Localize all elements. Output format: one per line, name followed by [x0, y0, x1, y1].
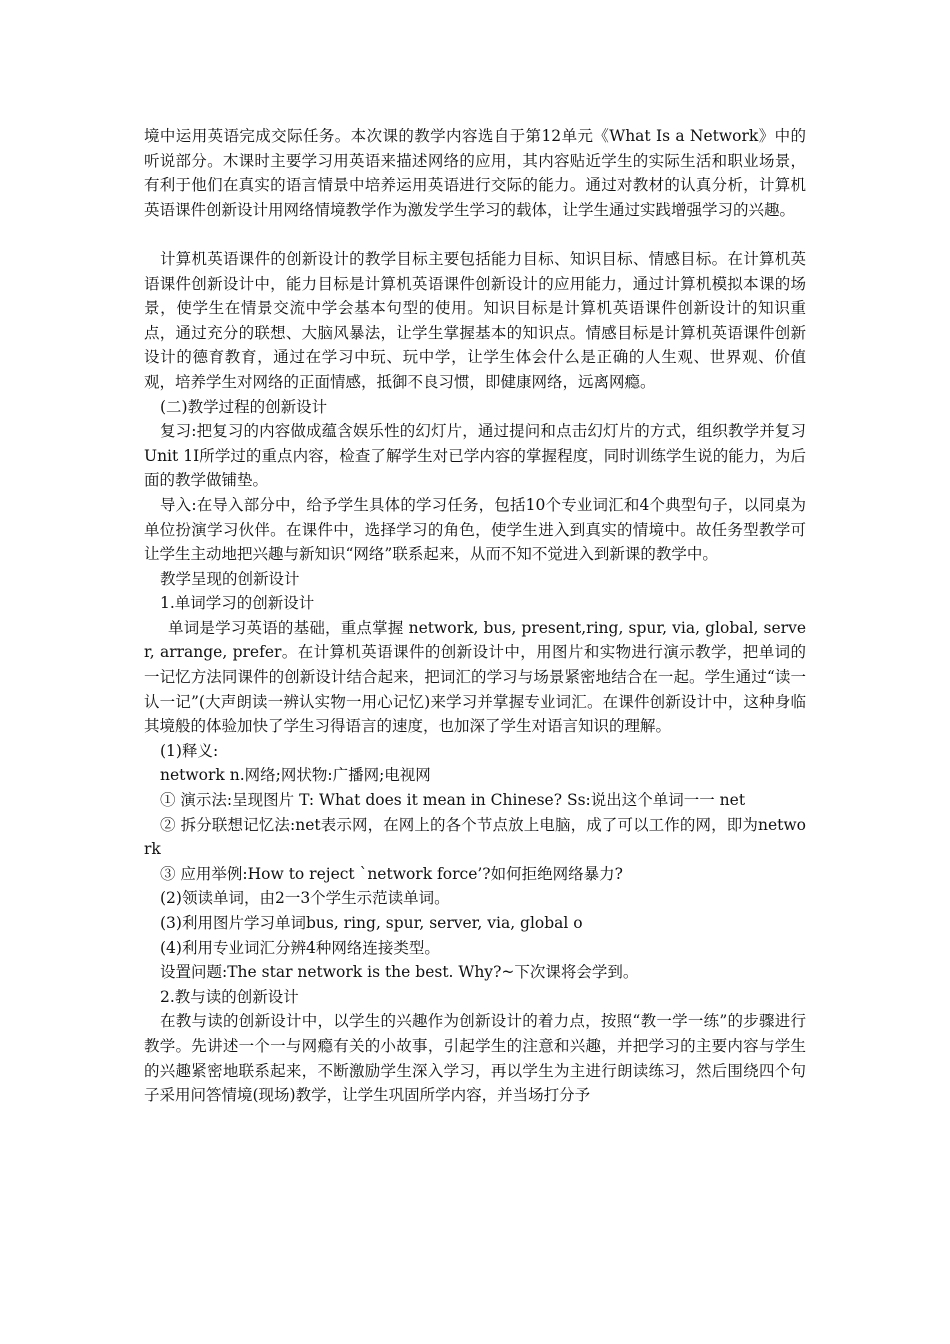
subheading-teach-read: 2.教与读的创新设计	[160, 987, 299, 1006]
paragraph-spacer	[144, 222, 806, 247]
list-item-picture-words: (3)利用图片学习单词bus, ring, spur, server, via, global o	[160, 914, 583, 932]
teaching-goals-paragraph: 计算机英语课件的创新设计的教学目标主要包括能力目标、知识目标、情感目标。在计算机英语课件创新设计中，能力目标是计算机英语课件创新设计的应用能力，通过计算机模拟本课的场景，使学生在情景交流中学会基本句型的使用。知识目标是计算机英语课件创新设计的知识重点，通过充分的联想、大脑风暴法，让学生掌握基本的知识点。情感目标是计算机英语课件创新设计的德育教育，通过在学习中玩、玩中学，让学生体会什么是正确的人生观、世界观、价值观，培养学生对网络的正面情感，抵御不良习惯，即健康网络，远离网瘾。	[144, 249, 806, 391]
list-item-definition: (1)释义:	[160, 741, 219, 760]
subheading-vocabulary: 1.单词学习的创新设计	[160, 594, 315, 613]
teach-read-paragraph: 在教与读的创新设计中，以学生的兴趣作为创新设计的着力点，按照“教一学一练”的步骤进行教学。先讲述一个一与网瘾有关的小故事，引起学生的注意和兴趣，并把学习的主要内容与学生的兴趣紧密地联系起来，不断激励学生深入学习，再以学生为主进行朗读练习，然后围绕四个句子采用问答情境(现场)教学，让学生巩固所学内容，并当场打分予	[144, 1012, 806, 1105]
vocabulary-paragraph: 单词是学习英语的基础，重点掌握 network, bus, present,ring, spur, via, global, server, arrange, prefer。在计算机英语课件的创新设计中，用图片和实物进行演示教学，把单词的一记忆方法同课件的创新设计结合起来，把词汇的学习与场景紧密地结合在一起。学生通过“读一认一记”(大声朗读一辨认实物一用心记忆)来学习并掌握专业词汇。在课件创新设计中，这种身临其境般的体验加快了学生习得语言的速度，也加深了学生对语言知识的理解。	[144, 618, 806, 736]
list-item-network-types: (4)利用专业词汇分辨4种网络连接类型。	[160, 938, 440, 957]
subheading-presentation: 教学呈现的创新设计	[160, 569, 300, 588]
section-heading-process: (二)教学过程的创新设计	[160, 397, 328, 416]
list-item-question: 设置问题:The star network is the best. Why?~下次课将会学到。	[160, 963, 639, 982]
list-item-network-def: network n.网络;网状物:广播网;电视网	[160, 766, 431, 785]
list-item-application: ③ 应用举例:How to reject `network force’?如何拒绝网络暴力?	[160, 864, 623, 883]
lead-in-paragraph: 导入:在导入部分中，给予学生具体的学习任务，包括10个专业词汇和4个典型句子，以同桌为单位扮演学习伙伴。在课件中，选择学习的角色，使学生进入到真实的情境中。故任务型教学可让学生主动地把兴趣与新知识“网络”联系起来，从而不知不觉进入到新课的教学中。	[144, 495, 806, 564]
review-paragraph: 复习:把复习的内容做成蕴含娱乐性的幻灯片，通过提问和点击幻灯片的方式，组织教学并复习Unit 1I所学过的重点内容，检查了解学生对已学内容的掌握程度，同时训练学生说的能力，为后面的教学做铺垫。	[144, 422, 806, 490]
intro-paragraph: 境中运用英语完成交际任务。本次课的教学内容选自于第12单元《What Is a Network》中的听说部分。木课时主要学习用英语来描述网络的应用，其内容贴近学生的实际生活和职业场景，有利于他们在真实的语言情景中培养运用英语进行交际的能力。通过对教材的认真分析，计算机英语课件创新设计用网络情境教学作为激发学生学习的载体，让学生通过实践增强学习的兴趣。	[144, 127, 806, 219]
list-item-lead-reading: (2)领读单词，由2一3个学生示范读单词。	[160, 889, 450, 908]
document-body	[144, 124, 806, 1108]
list-item-split-memory: ② 拆分联想记忆法:net表示网，在网上的各个节点放上电脑，成了可以工作的网，即为network	[144, 815, 806, 859]
list-item-demo-method: ① 演示法:呈现图片 T: What does it mean in Chinese? Ss:说出这个单词一一 net	[160, 791, 746, 810]
